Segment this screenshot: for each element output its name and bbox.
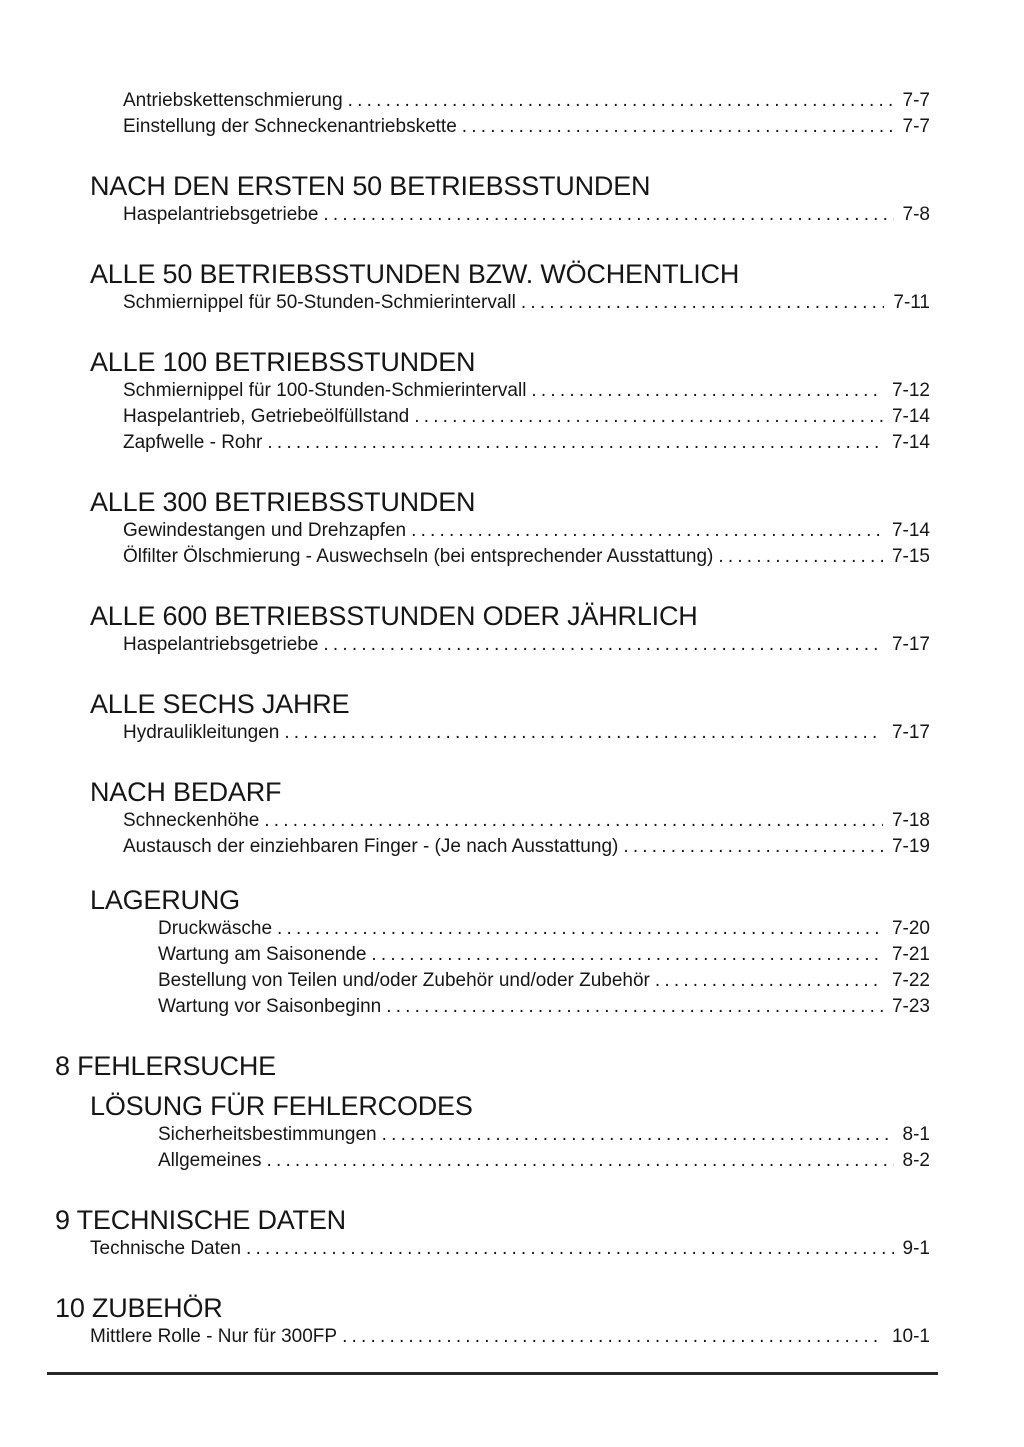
toc-entry-label: Haspelantrieb, Getriebeölfüllstand	[123, 406, 410, 427]
toc-entry-label: Bestellung von Teilen und/oder Zubehör und/oder Zubehör	[158, 970, 650, 991]
toc-entry	[55, 1236, 930, 1262]
toc-entry-label: Allgemeines	[158, 1150, 262, 1171]
toc-entry	[55, 114, 930, 140]
toc-entry	[55, 404, 930, 430]
dot-leader	[655, 968, 883, 994]
dot-leader	[267, 430, 883, 456]
toc-entry	[55, 1122, 930, 1148]
toc-entry	[55, 518, 930, 544]
toc-entry	[55, 720, 930, 746]
toc-entry-label: Antriebskettenschmierung	[123, 90, 343, 111]
toc-entry-page-number: 7-7	[902, 116, 930, 137]
toc-entry	[55, 994, 930, 1020]
dot-leader	[386, 994, 883, 1020]
toc-entry-page-number: 9-1	[902, 1238, 930, 1259]
dot-leader	[382, 1122, 894, 1148]
dot-leader	[284, 720, 883, 746]
toc-entry	[55, 544, 930, 570]
section-heading: NACH BEDARF	[90, 777, 282, 807]
dot-leader	[348, 88, 894, 114]
dot-leader	[323, 202, 893, 228]
toc-entry-page-number: 7-15	[891, 546, 930, 567]
toc-entry-page-number: 8-1	[902, 1124, 930, 1145]
dot-leader	[264, 808, 883, 834]
dot-leader	[462, 114, 894, 140]
horizontal-divider	[47, 1372, 938, 1375]
dot-leader	[371, 942, 883, 968]
toc-entry	[55, 916, 930, 942]
dot-leader	[267, 1148, 894, 1174]
toc-entry-page-number: 7-14	[891, 406, 930, 427]
toc-entry-page-number: 7-14	[891, 520, 930, 541]
chapter-heading: 9 TECHNISCHE DATEN	[55, 1205, 346, 1235]
toc-entry-page-number: 10-1	[891, 1326, 930, 1347]
toc-entry-label: Sicherheitsbestimmungen	[158, 1124, 377, 1145]
section-heading: LÖSUNG FÜR FEHLERCODES	[90, 1091, 473, 1121]
dot-leader	[342, 1324, 883, 1350]
chapter-heading: 8 FEHLERSUCHE	[55, 1051, 276, 1081]
toc-entry-page-number: 7-17	[891, 722, 930, 743]
toc-entry	[55, 1324, 930, 1350]
toc-entry	[55, 430, 930, 456]
toc-entry-label: Schmiernippel für 50-Stunden-Schmierintervall	[123, 292, 516, 313]
section-heading: ALLE 300 BETRIEBSSTUNDEN	[90, 487, 476, 517]
dot-leader	[414, 404, 883, 430]
toc-entry	[55, 968, 930, 994]
toc-entry	[55, 202, 930, 228]
toc-entry	[55, 378, 930, 404]
toc-entry	[55, 1148, 930, 1174]
toc-entry-page-number: 7-20	[891, 918, 930, 939]
dot-leader	[718, 544, 883, 570]
toc-entry	[55, 632, 930, 658]
section-heading: LAGERUNG	[90, 885, 240, 915]
dot-leader	[521, 290, 885, 316]
toc-entry	[55, 88, 930, 114]
toc-entry-page-number: 7-21	[891, 944, 930, 965]
toc-entry	[55, 942, 930, 968]
toc-entry	[55, 808, 930, 834]
section-heading: ALLE 50 BETRIEBSSTUNDEN BZW. WÖCHENTLICH	[90, 259, 740, 289]
toc-entry-page-number: 7-11	[893, 292, 930, 313]
toc-entry-label: Haspelantriebsgetriebe	[123, 204, 319, 225]
section-heading: ALLE 100 BETRIEBSSTUNDEN	[90, 347, 476, 377]
toc-entry-label: Hydraulikleitungen	[123, 722, 280, 743]
toc-entry	[55, 834, 930, 860]
toc-entry-label: Haspelantriebsgetriebe	[123, 634, 319, 655]
toc-entry-page-number: 7-18	[891, 810, 930, 831]
dot-leader	[246, 1236, 893, 1262]
toc-entry-label: Einstellung der Schneckenantriebskette	[123, 116, 457, 137]
toc-entry-label: Wartung vor Saisonbeginn	[158, 996, 382, 1017]
dot-leader	[531, 378, 883, 404]
toc-entry-page-number: 7-12	[891, 380, 930, 401]
toc-entry-page-number: 7-14	[891, 432, 930, 453]
section-heading: NACH DEN ERSTEN 50 BETRIEBSSTUNDEN	[90, 171, 651, 201]
dot-leader	[623, 834, 883, 860]
toc-entry-page-number: 7-22	[891, 970, 930, 991]
toc-entry-label: Schneckenhöhe	[123, 810, 260, 831]
dot-leader	[411, 518, 883, 544]
toc-entry-page-number: 7-23	[891, 996, 930, 1017]
toc-entry-page-number: 7-8	[902, 204, 930, 225]
toc-entry-label: Druckwäsche	[158, 918, 273, 939]
section-heading: ALLE SECHS JAHRE	[90, 689, 350, 719]
toc-entry-label: Wartung am Saisonende	[158, 944, 367, 965]
toc-entry-label: Zapfwelle - Rohr	[123, 432, 263, 453]
section-heading: ALLE 600 BETRIEBSSTUNDEN ODER JÄHRLICH	[90, 601, 698, 631]
toc-entry-label: Schmiernippel für 100-Stunden-Schmierintervall	[123, 380, 527, 401]
toc-entry	[55, 290, 930, 316]
toc-entry-page-number: 8-2	[902, 1150, 930, 1171]
dot-leader	[323, 632, 883, 658]
toc-entry-page-number: 7-19	[891, 836, 930, 857]
dot-leader	[277, 916, 883, 942]
toc-entry-label: Mittlere Rolle - Nur für 300FP	[90, 1326, 338, 1347]
chapter-heading: 10 ZUBEHÖR	[55, 1293, 223, 1323]
toc-entry-page-number: 7-7	[902, 90, 930, 111]
toc-entry-label: Ölfilter Ölschmierung - Auswechseln (bei entsprechender Ausstattung)	[123, 546, 714, 567]
toc-entry-label: Austausch der einziehbaren Finger - (Je nach Ausstattung)	[123, 836, 619, 857]
toc-entry-page-number: 7-17	[891, 634, 930, 655]
toc-entry-label: Technische Daten	[90, 1238, 242, 1259]
toc-entry-label: Gewindestangen und Drehzapfen	[123, 520, 407, 541]
